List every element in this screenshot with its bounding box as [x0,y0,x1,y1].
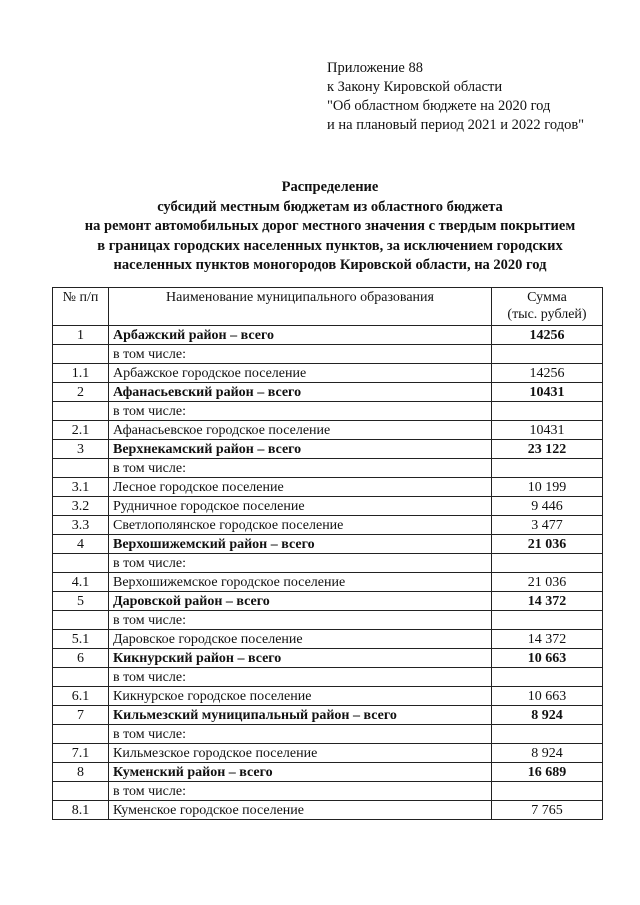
row-number [53,782,109,801]
row-name: Светлополянское городское поселение [109,516,492,535]
appendix-block [327,59,584,135]
row-sum: 10431 [492,383,603,402]
row-sum: 16 689 [492,763,603,782]
header-sum-line2: (тыс. рублей) [507,307,587,322]
row-number: 3 [53,440,109,459]
row-name: Даровской район – всего [109,592,492,611]
row-name: Кильмезский муниципальный район – всего [109,706,492,725]
row-number: 1.1 [53,364,109,383]
table-row [53,611,603,630]
table-row [53,668,603,687]
row-sum [492,725,603,744]
row-number: 3.1 [53,478,109,497]
row-name: Верхошижемское городское поселение [109,573,492,592]
row-number [53,611,109,630]
row-name: Даровское городское поселение [109,630,492,649]
row-name: Арбажское городское поселение [109,364,492,383]
table-row [53,478,603,497]
row-sum: 21 036 [492,535,603,554]
title-line: в границах городских населенных пунктов, за исключением городских [97,237,563,254]
row-sum [492,782,603,801]
row-number: 3.3 [53,516,109,535]
table-row [53,782,603,801]
subsidy-table [52,287,603,820]
row-number [53,668,109,687]
row-sum: 7 765 [492,801,603,820]
row-sum [492,668,603,687]
row-sum: 14256 [492,364,603,383]
row-name: в том числе: [109,402,492,421]
row-name: в том числе: [109,345,492,364]
row-number: 8.1 [53,801,109,820]
row-sum: 10 663 [492,687,603,706]
table-row [53,497,603,516]
row-number [53,345,109,364]
row-name: в том числе: [109,459,492,478]
table-row [53,744,603,763]
table-row [53,345,603,364]
row-name: Лесное городское поселение [109,478,492,497]
row-sum [492,402,603,421]
row-number [53,459,109,478]
header-name: Наименование муниципального образования [109,288,492,326]
row-name: в том числе: [109,554,492,573]
row-name: Афанасьевский район – всего [109,383,492,402]
table-row [53,383,603,402]
row-sum: 10431 [492,421,603,440]
table-body [53,326,603,820]
row-number: 4.1 [53,573,109,592]
row-sum: 23 122 [492,440,603,459]
row-number [53,402,109,421]
row-number: 1 [53,326,109,345]
row-number: 5 [53,592,109,611]
row-name: Куменский район – всего [109,763,492,782]
row-sum [492,459,603,478]
row-sum [492,345,603,364]
table-row [53,725,603,744]
table-row [53,516,603,535]
table-row [53,649,603,668]
row-sum [492,554,603,573]
row-sum: 21 036 [492,573,603,592]
appendix-line: Приложение 88 [327,60,423,76]
row-name: Рудничное городское поселение [109,497,492,516]
row-name: Кикнурское городское поселение [109,687,492,706]
appendix-line: "Об областном бюджете на 2020 год [327,98,551,114]
row-number: 3.2 [53,497,109,516]
row-name: в том числе: [109,668,492,687]
row-name: в том числе: [109,611,492,630]
table-row [53,535,603,554]
row-number: 2 [53,383,109,402]
row-sum: 10 663 [492,649,603,668]
title-line: субсидий местным бюджетам из областного бюджета [157,198,503,215]
title-line: на ремонт автомобильных дорог местного значения с твердым покрытием [84,218,576,234]
table-row [53,592,603,611]
header-num: № п/п [53,288,109,326]
table-row [53,402,603,421]
row-name: Верхошижемский район – всего [109,535,492,554]
header-sum-line1: Сумма [527,290,567,305]
row-sum [492,611,603,630]
table-row [53,801,603,820]
row-name: Кикнурский район – всего [109,649,492,668]
row-number: 7.1 [53,744,109,763]
table-row [53,763,603,782]
table-row [53,440,603,459]
row-number [53,554,109,573]
table-row [53,554,603,573]
table-header-row [53,288,603,326]
row-name: Афанасьевское городское поселение [109,421,492,440]
table-row [53,630,603,649]
row-number: 7 [53,706,109,725]
row-name: в том числе: [109,782,492,801]
row-number: 5.1 [53,630,109,649]
appendix-line: к Закону Кировской области [327,79,503,95]
title-line: населенных пунктов моногородов Кировской области, на 2020 год [113,257,547,273]
title-line: Распределение [281,179,379,195]
row-sum: 10 199 [492,478,603,497]
row-number: 8 [53,763,109,782]
header-sum [492,288,603,326]
row-number [53,725,109,744]
row-name: в том числе: [109,725,492,744]
table-row [53,687,603,706]
table-row [53,706,603,725]
table-row [53,459,603,478]
row-number: 4 [53,535,109,554]
row-sum: 14256 [492,326,603,345]
row-number: 6 [53,649,109,668]
row-sum: 8 924 [492,744,603,763]
table-row [53,421,603,440]
row-sum: 9 446 [492,497,603,516]
row-name: Куменское городское поселение [109,801,492,820]
row-number: 6.1 [53,687,109,706]
row-name: Кильмезское городское поселение [109,744,492,763]
row-name: Верхнекамский район – всего [109,440,492,459]
document-title [40,178,620,276]
table-row [53,326,603,345]
table-row [53,573,603,592]
row-number: 2.1 [53,421,109,440]
appendix-line: и на плановый период 2021 и 2022 годов" [327,117,585,133]
row-sum: 3 477 [492,516,603,535]
row-sum: 8 924 [492,706,603,725]
row-sum: 14 372 [492,592,603,611]
table-row [53,364,603,383]
row-sum: 14 372 [492,630,603,649]
row-name: Арбажский район – всего [109,326,492,345]
